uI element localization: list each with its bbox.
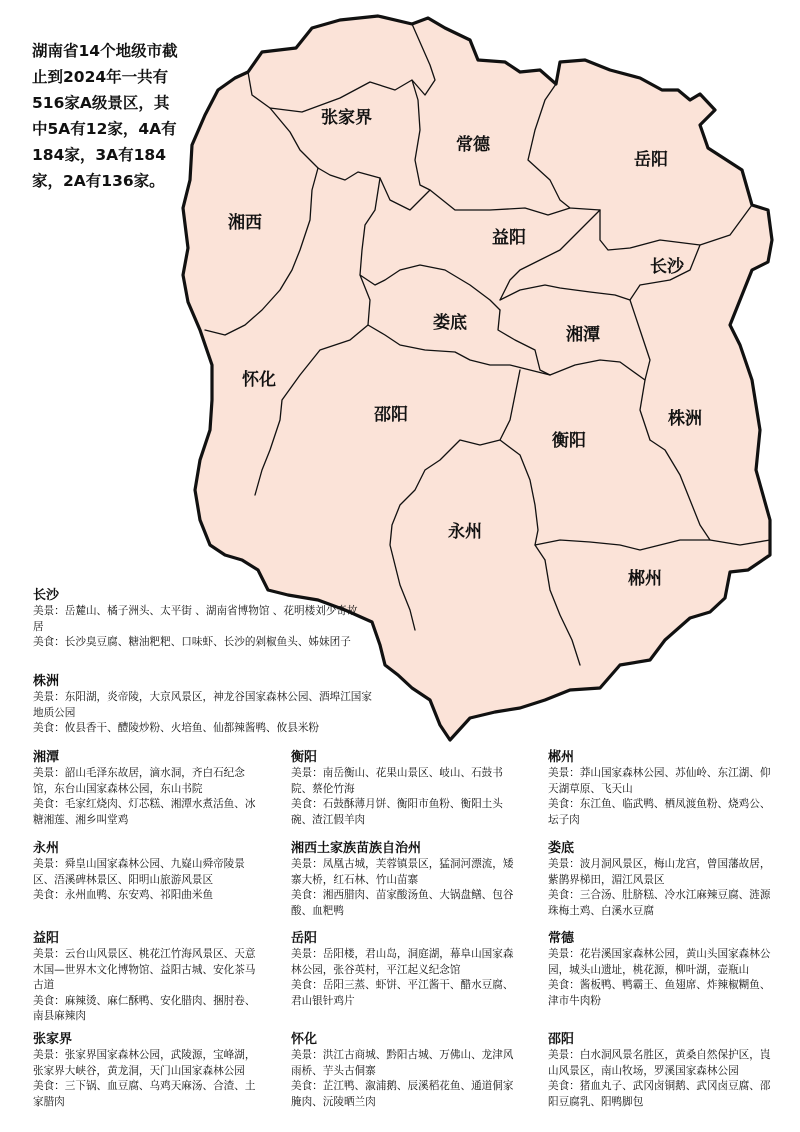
block-title: 怀化 [291,1032,318,1047]
city-label-chenzhou: 郴州 [628,569,662,589]
city-label-hengyang: 衡阳 [552,431,586,451]
block-title: 常德 [548,931,575,946]
city-label-changde: 常德 [456,135,490,155]
block-scenic: 美景：凤凰古城，芙蓉镇景区，猛洞河漂流，矮寨大桥，红石林、竹山苗寨 [291,858,514,886]
city-label-zhangjiajie: 张家界 [321,108,372,128]
info-block-changde [548,930,780,1009]
block-scenic: 美景：舜皇山国家森林公园、九嶷山舜帝陵景区、浯溪碑林景区、阳明山旅游风景区 [33,858,245,886]
block-scenic: 美景：岳阳楼，君山岛，洞庭湖，幕阜山国家森林公园，张谷英村，平江起义纪念馆 [291,948,514,976]
block-food: 美食：东江鱼、临武鸭、栖凤渡鱼粉、烧鸡公、坛子肉 [548,798,771,826]
block-food: 美食：毛家红烧肉、灯芯糕、湘潭水煮活鱼、冰糖湘莲、湘乡叫堂鸡 [33,798,256,826]
info-block-shaoyang [548,1031,780,1110]
block-scenic: 美景：张家界国家森林公园，武陵源，宝峰湖，张家界大峡谷，黄龙洞，天门山国家森林公园 [33,1049,256,1077]
intro-text: 湖南省14个地级市截止到2024年一共有516家A级景区，其中5A有12家，4A有184家，3A有184家，2A有136家。 [32,42,178,190]
city-label-yiyang: 益阳 [492,228,526,248]
block-scenic: 美景：白水洞风景名胜区，黄桑自然保护区，崀山风景区，南山牧场，罗溪国家森林公园 [548,1049,771,1077]
block-title: 娄底 [548,841,575,856]
block-food: 美食：攸县香干、醴陵炒粉、火培鱼、仙都辣酱鸭、攸县米粉 [33,722,320,734]
block-food: 美食：三下锅、血豆腐、乌鸡天麻汤、合渣、土家腊肉 [33,1080,256,1108]
city-label-huaihua: 怀化 [242,370,276,390]
block-title: 邵阳 [548,1032,575,1047]
block-title: 长沙 [33,588,60,603]
info-block-yiyang [33,930,265,1025]
block-scenic: 美景：波月洞风景区，梅山龙宫，曾国藩故居，紫鹊界梯田，湄江风景区 [548,858,771,886]
block-food: 美食：芷江鸭、溆浦鹅、辰溪稻花鱼、通道侗家腌肉、沅陵晒兰肉 [291,1080,514,1108]
info-block-zhuzhou [33,673,378,737]
block-scenic: 美景：韶山毛泽东故居，滴水洞，齐白石纪念馆，东台山国家森林公园，东山书院 [33,767,245,795]
block-food: 美食：猪血丸子、武冈卤铜鹅、武冈卤豆腐、邵阳豆腐乳、阳鸭脚包 [548,1080,771,1108]
block-title: 衡阳 [291,750,318,765]
info-block-yongzhou [33,840,265,904]
block-food: 美食：湘西腊肉、苗家酸汤鱼、大锅盘鳝、包谷酸、血粑鸭 [291,889,514,917]
city-label-xiangtan: 湘潭 [566,325,600,345]
city-label-yongzhou: 永州 [448,522,482,542]
block-title: 永州 [33,841,60,856]
info-block-loudi [548,840,780,919]
block-scenic: 美景：岳麓山、橘子洲头、太平街 、湖南省博物馆 、花明楼刘少奇故居 [33,605,358,633]
block-scenic: 美景：东阳湖，炎帝陵，大京风景区，神龙谷国家森林公园、酒埠江国家地质公园 [33,691,372,719]
city-label-changsha: 长沙 [650,257,684,277]
info-block-hengyang [291,749,523,828]
city-label-yueyang: 岳阳 [634,150,668,170]
block-food: 美食：长沙臭豆腐、糖油粑粑、口味虾、长沙的剁椒鱼头、姊妹团子 [33,636,351,648]
block-title: 湘西土家族苗族自治州 [291,841,422,856]
block-food: 美食：三合汤、肚脐糕、冷水江麻辣豆腐、涟源珠梅土鸡、白溪水豆腐 [548,889,771,917]
block-food: 美食：麻辣烫、麻仁酥鸭、安化腊肉、捆肘卷、南县麻辣肉 [33,994,256,1022]
info-block-chenzhou [548,749,780,828]
block-food: 美食：酱板鸭、鸭霸王、鱼翅席、炸辣椒糊鱼、津市牛肉粉 [548,979,771,1007]
city-label-xiangxi: 湘西 [228,213,262,233]
block-scenic: 美景：南岳衡山、花果山景区、岐山、石鼓书院、蔡伦竹海 [291,767,503,795]
city-label-loudi: 娄底 [433,313,467,333]
city-label-shaoyang: 邵阳 [374,405,408,425]
block-scenic: 美景：莽山国家森林公园、苏仙岭、东江湖、仰天湖草原、飞天山 [548,767,771,795]
block-food: 美食：永州血鸭、东安鸡、祁阳曲米鱼 [33,889,214,901]
info-block-yueyang [291,930,523,1009]
city-label-zhuzhou: 株洲 [668,409,702,429]
info-block-xiangxi [291,840,523,919]
block-scenic: 美景：云台山风景区、桃花江竹海风景区、天意木国—世界木文化博物馆、益阳古城、安化茶马古道 [33,948,256,991]
block-title: 株洲 [33,674,60,689]
block-title: 郴州 [548,750,575,765]
block-title: 张家界 [33,1032,73,1047]
block-title: 益阳 [33,931,60,946]
block-food: 美食：岳阳三蒸、虾饼、平江酱干、醋水豆腐、君山银针鸡片 [291,979,514,1007]
block-title: 岳阳 [291,931,318,946]
info-block-zhangjiajie [33,1031,265,1110]
block-scenic: 美景：花岩溪国家森林公园，黄山头国家森林公园，城头山遗址，桃花源，柳叶湖，壶瓶山 [548,948,771,976]
block-scenic: 美景：洪江古商城、黔阳古城、万佛山、龙津风雨桥、芋头古侗寨 [291,1049,514,1077]
info-block-huaihua [291,1031,523,1110]
block-title: 湘潭 [33,750,60,765]
block-food: 美食：石鼓酥薄月饼、衡阳市鱼粉、衡阳土头碗、渣江假羊肉 [291,798,503,826]
info-block-xiangtan [33,749,265,828]
info-block-changsha [33,587,363,651]
